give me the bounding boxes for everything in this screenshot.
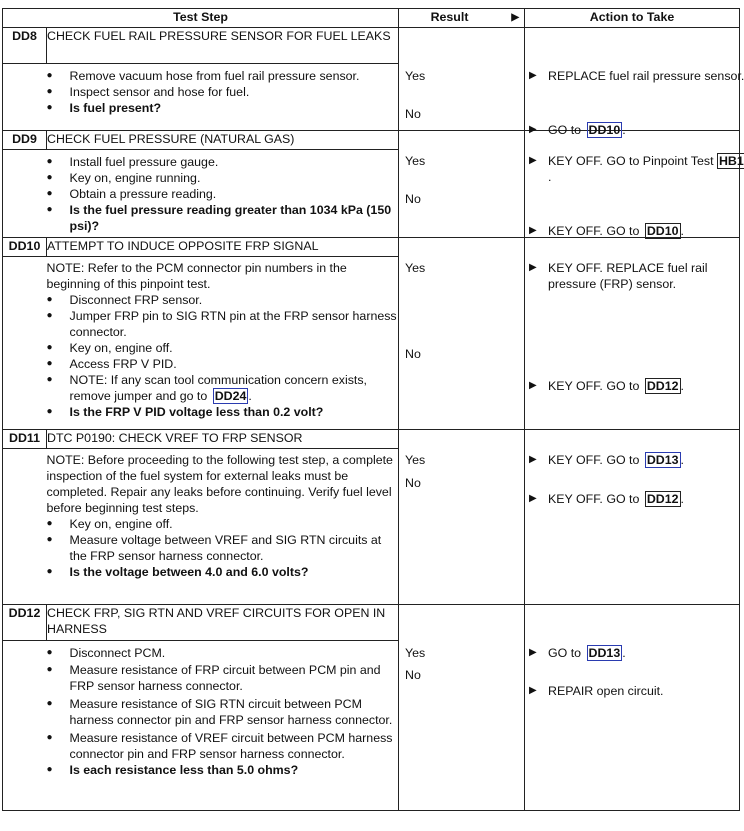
header-test-step: Test Step	[3, 9, 399, 28]
step-title-row	[3, 238, 740, 257]
step-bullet: ● Jumper FRP pin to SIG RTN pin at the FRP sensor harness connector.	[47, 308, 399, 340]
step-bullet: ● Key on, engine off.	[47, 516, 399, 532]
result-yes: Yes	[405, 69, 426, 83]
step-bullet: ● Measure voltage between VREF and SIG RTN circuits at the FRP sensor harness connector.	[47, 532, 399, 564]
result-yes: Yes	[405, 154, 426, 168]
step-id: DD9	[3, 131, 47, 150]
action-yes	[532, 68, 744, 84]
step-body	[47, 257, 399, 430]
action-yes-suffix: .	[548, 170, 552, 184]
action-no	[532, 223, 744, 239]
step-bullet: ● Key on, engine running.	[47, 170, 399, 186]
step-bullet: ● Measure resistance of VREF circuit between PCM harness connector pin and FRP sensor harness connector.	[47, 730, 399, 762]
action-no-text: KEY OFF. GO to	[548, 492, 640, 506]
header-result-label: Result	[430, 10, 469, 24]
step-id-spacer	[3, 257, 47, 430]
step-id: DD10	[3, 238, 47, 257]
ref-link-dd13[interactable]: DD13	[588, 646, 621, 660]
action-cell	[525, 28, 744, 137]
step-question: ● Is fuel present?	[47, 100, 399, 116]
action-yes-suffix: .	[622, 646, 626, 660]
step-title: DTC P0190: CHECK VREF TO FRP SENSOR	[47, 430, 399, 449]
action-cell	[525, 430, 740, 605]
action-no	[532, 491, 744, 507]
result-no: No	[405, 192, 421, 206]
ref-link-dd10[interactable]: DD10	[588, 123, 621, 137]
step-title: ATTEMPT TO INDUCE OPPOSITE FRP SIGNAL	[47, 238, 399, 257]
step-body	[47, 150, 399, 238]
result-yes: Yes	[405, 261, 426, 275]
diagnostic-test-table	[2, 8, 744, 811]
result-cell	[399, 605, 525, 811]
step-bullet: ● Measure resistance of SIG RTN circuit between PCM harness connector pin and FRP sensor harness connector.	[47, 696, 399, 728]
action-yes	[532, 452, 744, 468]
ref-link-dd12[interactable]: DD12	[646, 492, 679, 506]
action-no-text: REPAIR open circuit.	[548, 684, 664, 698]
action-yes-text: KEY OFF. REPLACE fuel rail pressure (FRP) sensor.	[548, 261, 708, 291]
result-yes: Yes	[405, 646, 426, 660]
step-bullet: ● Measure resistance of FRP circuit between PCM pin and FRP sensor harness connector.	[47, 662, 399, 694]
ref-link-dd24[interactable]: DD24	[214, 389, 247, 404]
step-question: ● Is the FRP V PID voltage less than 0.2 volt?	[47, 404, 399, 420]
step-bullet-note-text: NOTE: If any scan tool communication concern exists, remove jumper and go to	[69, 373, 367, 404]
header-result	[399, 9, 525, 28]
action-no	[532, 683, 744, 699]
step-id: DD12	[3, 605, 47, 641]
step-body	[47, 641, 399, 811]
step-question: ● Is the voltage between 4.0 and 6.0 volts?	[47, 564, 399, 580]
step-question: ● Is the fuel pressure reading greater than 1034 kPa (150 psi)?	[47, 202, 399, 234]
action-yes-text: REPLACE fuel rail pressure sensor.	[548, 69, 744, 83]
step-title: CHECK FUEL RAIL PRESSURE SENSOR FOR FUEL LEAKS	[47, 28, 399, 64]
step-bullet-note: ● NOTE: If any scan tool communication concern exists, remove jumper and go to DD24 .	[47, 372, 399, 404]
action-no-suffix: .	[680, 379, 684, 393]
step-bullet: ● Obtain a pressure reading.	[47, 186, 399, 202]
action-cell	[525, 131, 744, 238]
result-no: No	[405, 347, 421, 361]
action-yes	[532, 260, 744, 292]
table-header-row	[3, 9, 740, 28]
step-title-row	[3, 131, 740, 150]
step-id-spacer	[3, 64, 47, 131]
action-no	[532, 378, 744, 394]
action-no-suffix: .	[680, 492, 684, 506]
action-no-suffix: .	[622, 123, 626, 137]
ref-link-dd10[interactable]: DD10	[646, 224, 679, 238]
action-yes-text: KEY OFF. GO to	[548, 453, 640, 467]
ref-link-hb1[interactable]: HB1	[718, 154, 744, 168]
action-cell	[525, 238, 740, 430]
ref-link-dd13[interactable]: DD13	[646, 453, 679, 467]
result-cell	[399, 131, 525, 238]
result-cell	[399, 430, 525, 605]
step-note: NOTE: Refer to the PCM connector pin numbers in the beginning of this pinpoint test.	[46, 261, 347, 292]
ref-link-dd12[interactable]: DD12	[646, 379, 679, 393]
step-title: CHECK FUEL PRESSURE (NATURAL GAS)	[47, 131, 399, 150]
step-id: DD11	[3, 430, 47, 449]
action-no-text: KEY OFF. GO to	[548, 379, 640, 393]
step-id: DD8	[3, 28, 47, 64]
result-no: No	[405, 668, 421, 682]
result-no: No	[405, 476, 421, 490]
step-body	[47, 449, 399, 605]
step-bullet: ● Access FRP V PID.	[47, 356, 399, 372]
header-arrow-icon: ▶	[511, 12, 520, 23]
action-no-text: KEY OFF. GO to	[548, 224, 640, 238]
step-bullet: ● Install fuel pressure gauge.	[47, 154, 399, 170]
action-yes-suffix: .	[680, 453, 684, 467]
step-title-row	[3, 605, 740, 641]
action-no-text: GO to	[548, 123, 582, 137]
step-title-row	[3, 28, 740, 64]
result-no: No	[405, 107, 421, 121]
step-body	[47, 64, 399, 131]
step-title: CHECK FRP, SIG RTN AND VREF CIRCUITS FOR OPEN IN HARNESS	[47, 605, 399, 641]
result-cell	[399, 238, 525, 430]
action-yes	[532, 645, 744, 661]
result-yes: Yes	[405, 453, 426, 467]
action-cell	[525, 605, 740, 811]
step-note: NOTE: Before proceeding to the following test step, a complete inspection of the fuel system for external leaks must be completed. Repair any leaks before continuing. Verify fuel level before beginning test steps.	[46, 453, 393, 516]
step-id-spacer	[3, 150, 47, 238]
step-title-row	[3, 430, 740, 449]
step-bullet: ● Inspect sensor and hose for fuel.	[47, 84, 399, 100]
step-id-spacer	[3, 641, 47, 811]
step-bullet: ● Disconnect FRP sensor.	[47, 292, 399, 308]
action-no-suffix: .	[680, 224, 684, 238]
step-id-spacer	[3, 449, 47, 605]
result-cell	[399, 28, 525, 131]
action-yes	[532, 153, 744, 185]
header-action: Action to Take	[525, 9, 740, 28]
action-yes-text: GO to	[548, 646, 582, 660]
step-bullet: ● Key on, engine off.	[47, 340, 399, 356]
action-yes-text: KEY OFF. GO to Pinpoint Test	[548, 154, 714, 168]
step-question: ● Is each resistance less than 5.0 ohms?	[47, 762, 399, 778]
step-bullet: ● Disconnect PCM.	[47, 645, 399, 661]
step-bullet: ● Remove vacuum hose from fuel rail pressure sensor.	[47, 68, 399, 84]
